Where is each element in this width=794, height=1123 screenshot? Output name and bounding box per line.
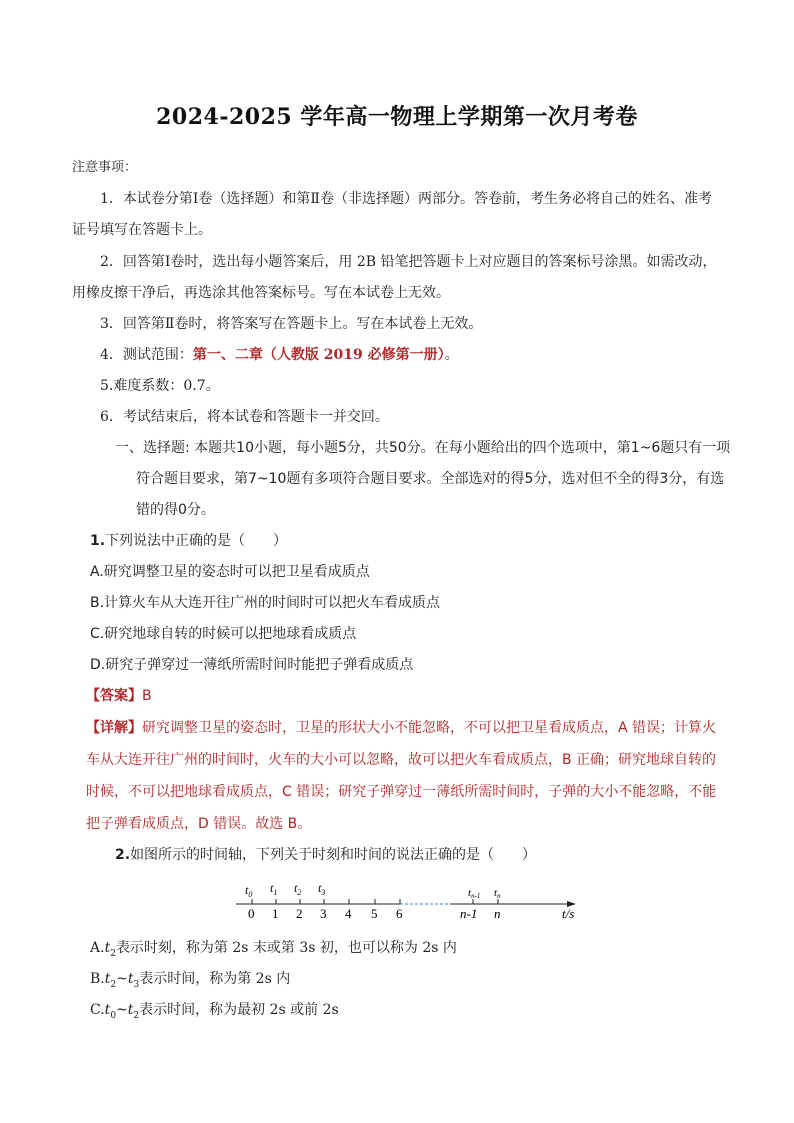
tick-label: 2	[296, 906, 303, 920]
q2-option-a-var: t	[104, 940, 111, 956]
label-t2: $t_2$	[294, 881, 302, 897]
q2-option-b-sub1: 2	[110, 979, 117, 990]
label-tn: tn	[494, 887, 501, 900]
q1-option-a: A.研究调整卫星的姿态时可以把卫星看成质点	[90, 564, 370, 580]
q1-stem	[90, 531, 287, 551]
q2-number: 2.	[115, 847, 131, 863]
q2-option-c-dash: ~	[116, 1002, 128, 1018]
q1-detail-line1	[86, 718, 716, 738]
q2-option-c-sub2: 2	[133, 1010, 140, 1021]
q2-option-c-var1: t	[104, 1002, 111, 1018]
q2-stem-text: 如图所示的时间轴，下列关于时刻和时间的说法正确的是（ ）	[130, 847, 537, 863]
q1-answer-tag: 【答案】	[86, 688, 142, 704]
label-t1: $t_1$	[270, 881, 278, 897]
q2-option-b-var1: t	[104, 971, 111, 987]
tick-label-n: n	[494, 906, 501, 920]
note-4-range: 第一、二章（人教版 2019 必修第一册）	[192, 347, 445, 363]
note-4-prefix: 4．测试范围：	[100, 347, 193, 363]
tick-label: 3	[320, 906, 327, 920]
q1-detail-tag: 【详解】	[86, 720, 142, 736]
note-1a: 1．本试卷分第Ⅰ卷（选择题）和第Ⅱ卷（非选择题）两部分。答卷前，考生务必将自己的姓名、准考	[100, 191, 712, 207]
q1-detail-line2: 车从大连开往广州的时间时，火车的大小可以忽略，故可以把火车看成质点，B 正确；研究地球自转的	[86, 752, 717, 768]
q1-answer	[86, 686, 152, 706]
axis-ticks	[252, 899, 498, 904]
note-5: 5.难度系数：0.7。	[100, 378, 220, 394]
q1-detail-line4: 把子弹看成质点，D 错误。故选 B。	[86, 816, 312, 832]
q2-option-c	[90, 1000, 339, 1026]
q2-option-b-letter: B.	[90, 971, 105, 987]
notes-heading: 注意事项：	[72, 160, 138, 175]
q2-option-c-sub1: 0	[110, 1010, 117, 1021]
page-title: 2024-2025 学年高一物理上学期第一次月考卷	[156, 104, 638, 130]
note-6: 6．考试结束后，将本试卷和答题卡一并交回。	[100, 409, 389, 425]
q2-option-a-letter: A.	[90, 940, 105, 956]
tick-label: 0	[248, 906, 255, 920]
tick-label-n-1: n-1	[460, 906, 478, 920]
note-4-suffix: 。	[444, 347, 459, 363]
q2-option-c-text: 表示时间，称为最初 2s 或前 2s	[139, 1002, 339, 1018]
q2-option-c-var2: t	[127, 1002, 134, 1018]
note-2a: 2．回答第Ⅰ卷时，选出每小题答案后，用 2B 铅笔把答题卡上对应题目的答案标号涂黑。如需改动，	[100, 254, 717, 270]
label-t0: $t_0$	[245, 883, 253, 899]
tick-label: 5	[371, 906, 378, 920]
note-2b: 用橡皮擦干净后，再选涂其他答案标号。写在本试卷上无效。	[72, 285, 450, 301]
q2-option-b-var2: t	[127, 971, 134, 987]
q2-option-b-dash: ~	[116, 971, 128, 987]
q1-detail-text1: 研究调整卫星的姿态时，卫星的形状大小不能忽略，不可以把卫星看成质点，A 错误；计算火	[142, 720, 717, 736]
note-1b: 证号填写在答题卡上。	[72, 222, 212, 238]
tick-label: 4	[345, 906, 352, 920]
q2-option-a-sub: 2	[110, 948, 116, 959]
q2-option-c-letter: C.	[90, 1002, 105, 1018]
q1-option-b: B.计算火车从大连开往广州的时间时可以把火车看成质点	[90, 595, 441, 611]
q1-stem-text: 下列说法中正确的是（ ）	[105, 533, 288, 549]
q2-option-b-sub2: 3	[133, 979, 140, 990]
q2-option-a	[90, 938, 457, 964]
section1-line3: 错的得0分。	[136, 502, 215, 518]
q1-option-d: D.研究子弹穿过一薄纸所需时间时能把子弹看成质点	[90, 657, 414, 673]
q2-option-a-text: 表示时刻，称为第 2s 末或第 3s 初，也可以称为 2s 内	[115, 940, 457, 956]
label-tn-1: tn-1	[468, 887, 481, 900]
label-t3: $t_3$	[318, 881, 326, 897]
q1-option-c: C.研究地球自转的时候可以把地球看成质点	[90, 626, 357, 642]
axis-label: t/s	[562, 906, 575, 920]
tick-label: 6	[396, 906, 403, 920]
q1-answer-value: B	[142, 688, 152, 704]
section1-line2: 符合题目要求，第7~10题有多项符合题目要求。全部选对的得5分，选对但不全的得3分，有选	[136, 471, 725, 487]
q2-option-b-text: 表示时间，称为第 2s 内	[139, 971, 291, 987]
time-axis-figure	[230, 878, 590, 920]
q2-option-b	[90, 969, 290, 995]
tick-label: 1	[272, 906, 279, 920]
note-3: 3．回答第Ⅱ卷时，将答案写在答题卡上。写在本试卷上无效。	[100, 316, 483, 332]
note-4	[100, 345, 459, 365]
section1-line1: 一、选择题: 本题共10小题，每小题5分，共50分。在每小题给出的四个选项中，第1~6题只有一项	[115, 440, 731, 456]
q2-stem	[115, 845, 536, 865]
q1-number: 1.	[90, 533, 106, 549]
q1-detail-line3: 时候，不可以把地球看成质点，C 错误；研究子弹穿过一薄纸所需时间时，子弹的大小不能忽略，不能	[86, 784, 717, 800]
